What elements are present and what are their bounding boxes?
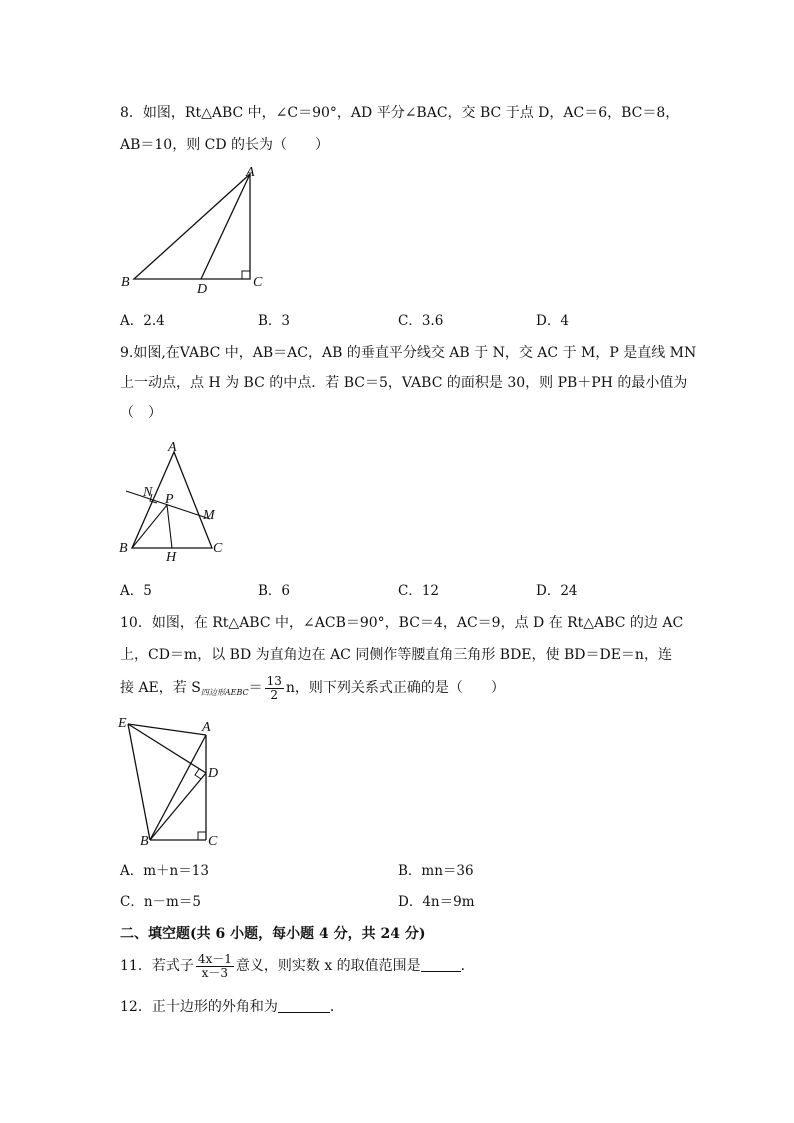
q10-fraction: [265, 675, 284, 702]
section-2-heading: 二、填空题(共 6 小题，每小题 4 分，共 24 分): [120, 926, 426, 942]
q12-end: ．: [329, 999, 344, 1015]
q11-end: ．: [460, 958, 475, 974]
q10-label-e: E: [118, 716, 127, 731]
q11-line: [120, 950, 475, 982]
q8-line2: AB＝10，则 CD 的长为（ ）: [120, 137, 330, 153]
q9-label-h: H: [166, 550, 177, 565]
q10-line3-sub: 四边形AEBC: [200, 688, 249, 697]
q9-option-a: A．5: [120, 583, 152, 599]
q8-option-b: B．3: [258, 313, 291, 329]
q10-segment-ea: [128, 724, 206, 735]
q10-segment-eb: [128, 724, 150, 840]
q9-line1: 9.如图,在VABC 中，AB＝AC，AB 的垂直平分线交 AB 于 N，交 AC 于 M，P 是直线 MN: [120, 345, 697, 361]
q10-segment-ed: [128, 724, 206, 773]
q9-option-c: C．12: [398, 583, 440, 599]
q9-label-a: A: [168, 440, 177, 455]
q10-line3-post: n，则下列关系式正确的是（ ）: [285, 680, 505, 696]
q9-label-m: M: [203, 508, 215, 523]
q10-line3-eq: ＝: [248, 680, 263, 696]
q9-label-b: B: [119, 541, 128, 556]
q10-fraction-num: 13: [266, 673, 282, 688]
q8-bisector-ad: [201, 174, 250, 279]
q10-option-b: B．mn＝36: [398, 863, 474, 879]
q8-right-angle-mark: [242, 271, 250, 279]
q12-pre: 12．正十边形的外角和为: [120, 999, 278, 1015]
q8-line1: 8．如图，Rt△ABC 中，∠C＝90°，AD 平分∠BAC，交 BC 于点 D，AC＝6，BC＝8，: [120, 105, 680, 121]
q8-label-a: A: [246, 165, 255, 180]
q9-option-d: D．24: [536, 583, 578, 599]
q11-pre: 11．若式子: [120, 958, 194, 974]
q11-post: 意义，则实数 x 的取值范围是: [235, 958, 421, 974]
q12-line: [120, 997, 344, 1017]
q9-option-b: B．6: [258, 583, 291, 599]
q9-label-n: N: [143, 485, 153, 500]
q11-answer-blank[interactable]: [421, 957, 461, 972]
q10-label-c: C: [208, 834, 218, 849]
q11-fraction: [196, 953, 234, 980]
q10-right-angle-mark-d: [195, 769, 201, 779]
q10-label-a: A: [202, 720, 211, 735]
q8-figure: [110, 162, 280, 297]
q8-option-a: A．2.4: [120, 313, 165, 329]
q8-label-b: B: [121, 275, 130, 290]
q12-answer-blank[interactable]: [278, 998, 330, 1013]
q10-figure: [112, 712, 232, 854]
q8-label-c: C: [253, 275, 263, 290]
q9-label-p: P: [165, 492, 174, 507]
q9-segment-pb: [132, 505, 167, 548]
q10-option-c: C．n－m＝5: [120, 894, 201, 910]
q9-line2: 上一动点，点 H 为 BC 的中点．若 BC＝5，VABC 的面积是 30，则 PB＋PH 的最小值为: [120, 375, 688, 391]
q11-fraction-den: x－3: [201, 965, 229, 980]
q10-line3: [120, 672, 505, 709]
q10-line1: 10．如图，在 Rt△ABC 中，∠ACB＝90°，BC＝4，AC＝9，点 D 在 Rt△ABC 的边 AC: [120, 615, 684, 631]
q10-line3-pre: 接 AE，若 S: [120, 680, 201, 696]
q10-label-d: D: [208, 766, 219, 781]
q10-option-a: A．m＋n＝13: [120, 863, 209, 879]
q8-option-c: C．3.6: [398, 313, 444, 329]
q10-option-d: D．4n＝9m: [398, 894, 475, 910]
q10-segment-ba: [150, 735, 206, 840]
q10-right-angle-mark-c: [198, 832, 206, 840]
q8-triangle: [134, 174, 250, 279]
q10-line2: 上，CD＝m，以 BD 为直角边在 AC 同侧作等腰直角三角形 BDE，使 BD＝DE＝n，连: [120, 647, 672, 663]
q8-label-d: D: [197, 282, 208, 297]
q11-fraction-num: 4x－1: [197, 951, 232, 966]
q9-line3: （ ）: [120, 405, 162, 421]
q9-figure: [115, 436, 235, 566]
q8-option-d: D．4: [536, 313, 569, 329]
q10-fraction-den: 2: [270, 687, 279, 702]
q9-segment-ph: [167, 505, 172, 548]
q10-label-b: B: [140, 834, 149, 849]
q10-segment-bd: [150, 773, 206, 840]
q9-label-c: C: [213, 541, 223, 556]
